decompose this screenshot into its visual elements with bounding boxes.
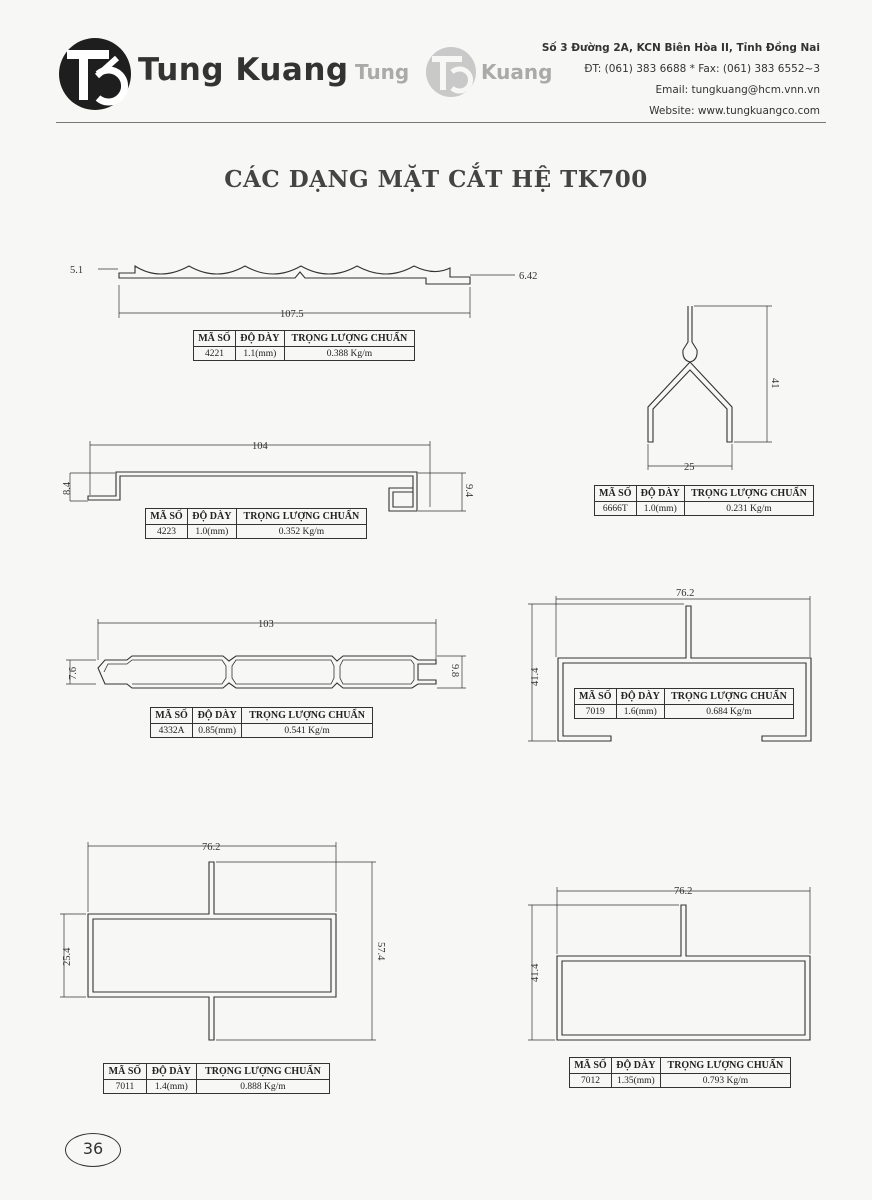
header-thickness: ĐỘ DÀY bbox=[187, 509, 236, 525]
code-value: 7019 bbox=[575, 705, 617, 719]
profile-4223-dim-3: 9.4 bbox=[463, 484, 474, 498]
header-weight: TRỌNG LƯỢNG CHUẨN bbox=[660, 1058, 790, 1074]
company-phone: ĐT: (061) 383 6688 * Fax: (061) 383 6552~3 bbox=[584, 63, 820, 75]
header-thickness: ĐỘ DÀY bbox=[636, 486, 685, 502]
thickness-value: 0.85(mm) bbox=[193, 724, 242, 738]
weight-value: 0.541 Kg/m bbox=[242, 724, 373, 738]
spec-table-7011 bbox=[103, 1063, 330, 1094]
spec-table-4332a bbox=[150, 707, 373, 738]
code-value: 4223 bbox=[146, 525, 188, 539]
thickness-value: 1.1(mm) bbox=[235, 347, 284, 361]
profile-7011-drawing bbox=[60, 842, 386, 1040]
profile-4332a-dim-1: 103 bbox=[258, 619, 274, 630]
profile-7011-dim-2: 25.4 bbox=[62, 947, 73, 966]
profile-7019-dim-1: 76.2 bbox=[676, 588, 695, 599]
profile-4223-dim-2: 8.4 bbox=[62, 481, 73, 495]
profile-6666t-dim-1: 41 bbox=[769, 378, 780, 389]
header-code: MÃ SỐ bbox=[104, 1064, 147, 1080]
header-code: MÃ SỐ bbox=[595, 486, 637, 502]
profile-4223-dim-1: 104 bbox=[252, 441, 268, 452]
profile-4221-drawing bbox=[70, 265, 537, 320]
header-thickness: ĐỘ DÀY bbox=[146, 1064, 196, 1080]
header-thickness: ĐỘ DÀY bbox=[193, 708, 242, 724]
header-code: MÃ SỐ bbox=[570, 1058, 612, 1074]
thickness-value: 1.6(mm) bbox=[616, 705, 665, 719]
header-code: MÃ SỐ bbox=[146, 509, 188, 525]
weight-value: 0.231 Kg/m bbox=[685, 502, 814, 516]
profile-4332a-dim-2: 7.6 bbox=[68, 666, 79, 680]
profile-7011-dim-1: 76.2 bbox=[202, 842, 221, 853]
profile-4223-drawing bbox=[62, 441, 474, 511]
profile-4332a-drawing bbox=[66, 619, 466, 688]
brand-watermark-left: Tung bbox=[355, 60, 410, 84]
header-weight: TRỌNG LƯỢNG CHUẨN bbox=[242, 708, 373, 724]
header-thickness: ĐỘ DÀY bbox=[611, 1058, 660, 1074]
header-weight: TRỌNG LƯỢNG CHUẨN bbox=[284, 331, 414, 347]
header-code: MÃ SỐ bbox=[194, 331, 236, 347]
page-title: CÁC DẠNG MẶT CẮT HỆ TK700 bbox=[224, 166, 648, 193]
weight-value: 0.793 Kg/m bbox=[660, 1074, 790, 1088]
brand-name: Tung Kuang bbox=[138, 52, 349, 88]
weight-value: 0.684 Kg/m bbox=[665, 705, 794, 719]
code-value: 7012 bbox=[570, 1074, 612, 1088]
profile-4332a-dim-3: 9.8 bbox=[449, 664, 460, 678]
spec-table-4223 bbox=[145, 508, 367, 539]
code-value: 4221 bbox=[194, 347, 236, 361]
spec-table-6666t bbox=[594, 485, 814, 516]
profile-7012-dim-2: 41.4 bbox=[530, 963, 541, 982]
spec-table-4221 bbox=[193, 330, 415, 361]
thickness-value: 1.4(mm) bbox=[146, 1080, 196, 1094]
profile-7012-drawing bbox=[528, 886, 810, 1040]
code-value: 6666T bbox=[595, 502, 637, 516]
profile-7012-dim-1: 76.2 bbox=[674, 886, 693, 897]
thickness-value: 1.0(mm) bbox=[187, 525, 236, 539]
header-weight: TRỌNG LƯỢNG CHUẨN bbox=[236, 509, 366, 525]
profile-4221-dim-1: 5.1 bbox=[70, 265, 84, 276]
header-code: MÃ SỐ bbox=[151, 708, 193, 724]
weight-value: 0.388 Kg/m bbox=[284, 347, 414, 361]
header-thickness: ĐỘ DÀY bbox=[616, 689, 665, 705]
header-weight: TRỌNG LƯỢNG CHUẨN bbox=[196, 1064, 329, 1080]
spec-table-7012 bbox=[569, 1057, 791, 1088]
profile-6666t-drawing bbox=[648, 306, 780, 473]
profile-4221-dim-2: 6.42 bbox=[519, 271, 538, 282]
weight-value: 0.352 Kg/m bbox=[236, 525, 366, 539]
thickness-value: 1.35(mm) bbox=[611, 1074, 660, 1088]
weight-value: 0.888 Kg/m bbox=[196, 1080, 329, 1094]
company-address: Số 3 Đường 2A, KCN Biên Hòa II, Tỉnh Đồng Nai bbox=[541, 42, 820, 54]
company-website: Website: www.tungkuangco.com bbox=[649, 105, 820, 117]
page-number: 36 bbox=[82, 1139, 104, 1158]
header-code: MÃ SỐ bbox=[575, 689, 617, 705]
spec-table-7019 bbox=[574, 688, 794, 719]
code-value: 4332A bbox=[151, 724, 193, 738]
header-weight: TRỌNG LƯỢNG CHUẨN bbox=[665, 689, 794, 705]
code-value: 7011 bbox=[104, 1080, 147, 1094]
header-thickness: ĐỘ DÀY bbox=[235, 331, 284, 347]
profile-6666t-dim-2: 25 bbox=[684, 462, 695, 473]
profile-4221-dim-3: 107.5 bbox=[280, 309, 304, 320]
profile-7019-dim-2: 41.4 bbox=[530, 667, 541, 686]
brand-watermark-right: Kuang bbox=[481, 60, 553, 84]
company-email: Email: tungkuang@hcm.vnn.vn bbox=[655, 84, 820, 96]
profile-7011-dim-3: 57.4 bbox=[375, 942, 386, 961]
header-weight: TRỌNG LƯỢNG CHUẨN bbox=[685, 486, 814, 502]
thickness-value: 1.0(mm) bbox=[636, 502, 685, 516]
